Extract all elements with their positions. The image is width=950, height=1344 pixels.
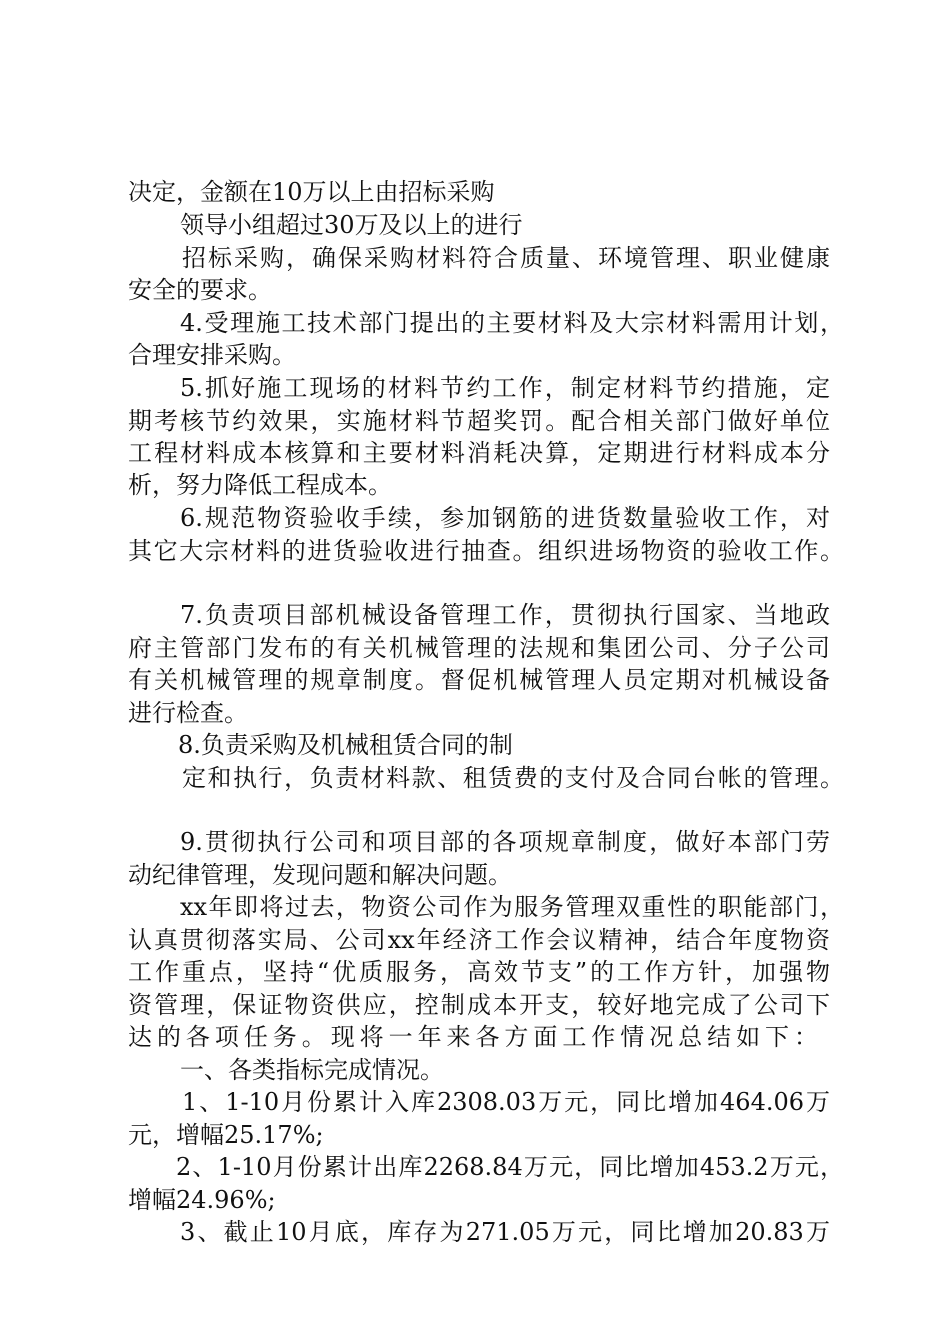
text-line: 增幅24.96%;	[128, 1186, 276, 1214]
text-line: 动纪律管理，发现问题和解决问题。	[128, 861, 512, 889]
text-line: 达的各项任务。现将一年来各方面工作情况总结如下：	[128, 1023, 818, 1051]
text-line: 工程材料成本核算和主要材料消耗决算，定期进行材料成本分	[128, 439, 830, 467]
text-line: 其它大宗材料的进货验收进行抽查。组织进场物资的验收工作。	[128, 537, 844, 565]
text-line: 定和执行，负责材料款、租赁费的支付及合同台帐的管理。	[182, 764, 844, 792]
text-line: 5.抓好施工现场的材料节约工作，制定材料节约措施，定	[180, 374, 830, 402]
text-line: 一、各类指标完成情况。	[180, 1056, 444, 1084]
text-line: 期考核节约效果，实施材料节超奖罚。配合相关部门做好单位	[128, 407, 830, 435]
text-line: 府主管部门发布的有关机械管理的法规和集团公司、分子公司	[128, 634, 830, 662]
text-line: xx年即将过去，物资公司作为服务管理双重性的职能部门，	[180, 893, 844, 921]
text-line: 招标采购，确保采购材料符合质量、环境管理、职业健康	[182, 244, 830, 272]
text-line: 9.贯彻执行公司和项目部的各项规章制度，做好本部门劳	[180, 828, 830, 856]
text-line: 决定，金额在10万以上由招标采购	[128, 178, 495, 206]
text-line: 析，努力降低工程成本。	[128, 471, 392, 499]
text-line: 合理安排采购。	[128, 341, 296, 369]
text-line: 7.负责项目部机械设备管理工作，贯彻执行国家、当地政	[180, 601, 830, 629]
text-line: 工作重点，坚持“优质服务，高效节支”的工作方针，加强物	[128, 958, 830, 986]
text-line: 资管理，保证物资供应，控制成本开支，较好地完成了公司下	[128, 991, 830, 1019]
text-line: 安全的要求。	[128, 276, 272, 304]
text-line: 6.规范物资验收手续，参加钢筋的进货数量验收工作，对	[180, 504, 830, 532]
text-line: 元，增幅25.17%;	[128, 1121, 324, 1149]
text-line: 认真贯彻落实局、公司xx年经济工作会议精神，结合年度物资	[128, 926, 830, 954]
text-line: 进行检查。	[128, 699, 248, 727]
text-line: 1、1-10月份累计入库2308.03万元，同比增加464.06万	[182, 1088, 830, 1116]
text-line: 2、1-10月份累计出库2268.84万元，同比增加453.2万元，	[176, 1153, 844, 1181]
text-line: 8.负责采购及机械租赁合同的制	[178, 731, 513, 759]
text-line: 有关机械管理的规章制度。督促机械管理人员定期对机械设备	[128, 666, 830, 694]
text-line: 3、截止10月底，库存为271.05万元，同比增加20.83万	[180, 1218, 830, 1246]
text-line: 领导小组超过30万及以上的进行	[180, 211, 523, 239]
text-line: 4.受理施工技术部门提出的主要材料及大宗材料需用计划，	[180, 309, 844, 337]
